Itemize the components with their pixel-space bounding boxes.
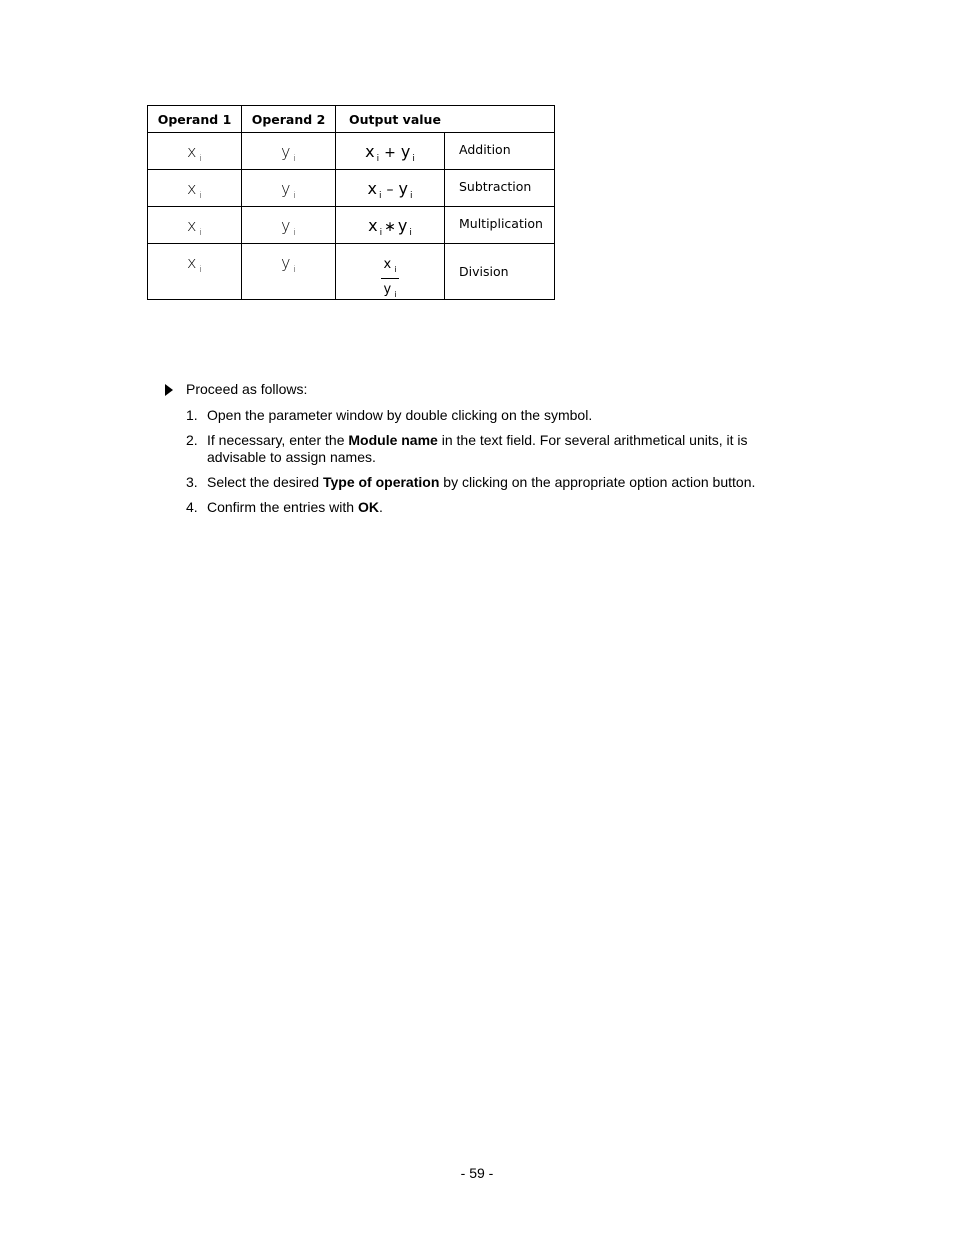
fraction [381, 257, 400, 299]
table-row-addition [148, 133, 555, 170]
operand-1-cell: x $_i$ [148, 170, 242, 207]
page-number: - 59 - [460, 1165, 494, 1181]
fraction-denominator: y $_i$ [383, 282, 397, 299]
list-item: 4. Confirm the entries with OK. [186, 499, 383, 515]
header-operand-2: Operand 2 [242, 106, 336, 133]
operation-label: Division [445, 244, 555, 300]
operand-2-cell: y $_i$ [242, 207, 336, 244]
table-header-row [148, 106, 555, 133]
output-expression [336, 244, 445, 300]
header-operand-1: Operand 1 [148, 106, 242, 133]
operation-label: Multiplication [445, 207, 555, 244]
triangle-bullet-icon [165, 384, 173, 396]
output-expression: x $_i$ ∗ y $_i$ [336, 207, 445, 244]
operation-label: Subtraction [445, 170, 555, 207]
instructions-lead: Proceed as follows: [165, 381, 805, 398]
table-row-subtraction [148, 170, 555, 207]
output-expression: x $_i$ – y $_i$ [336, 170, 445, 207]
header-output-value: Output value [336, 106, 555, 133]
list-item: 3. Select the desired Type of operation by clicking on the appropriate option action button. [186, 474, 756, 490]
output-expression: x $_i$ + y $_i$ [336, 133, 445, 170]
fraction-numerator: x $_i$ [381, 257, 400, 279]
table-row-multiplication [148, 207, 555, 244]
operand-2-cell: y $_i$ [242, 133, 336, 170]
operand-1-cell: x $_i$ [148, 207, 242, 244]
operation-label: Addition [445, 133, 555, 170]
list-item: 2. If necessary, enter the Module name in the text field. For several arithmetical units, it is advisable to assign names. [186, 432, 748, 465]
table-row-division [148, 244, 555, 300]
operand-2-cell: y $_i$ [242, 170, 336, 207]
operand-1-cell: x $_i$ [148, 244, 242, 300]
operand-1-cell: x $_i$ [148, 133, 242, 170]
operations-table [147, 105, 555, 300]
list-item: 1. Open the parameter window by double clicking on the symbol. [186, 407, 593, 423]
steps-list [165, 407, 805, 516]
instructions [165, 381, 805, 524]
operand-2-cell: y $_i$ [242, 244, 336, 300]
